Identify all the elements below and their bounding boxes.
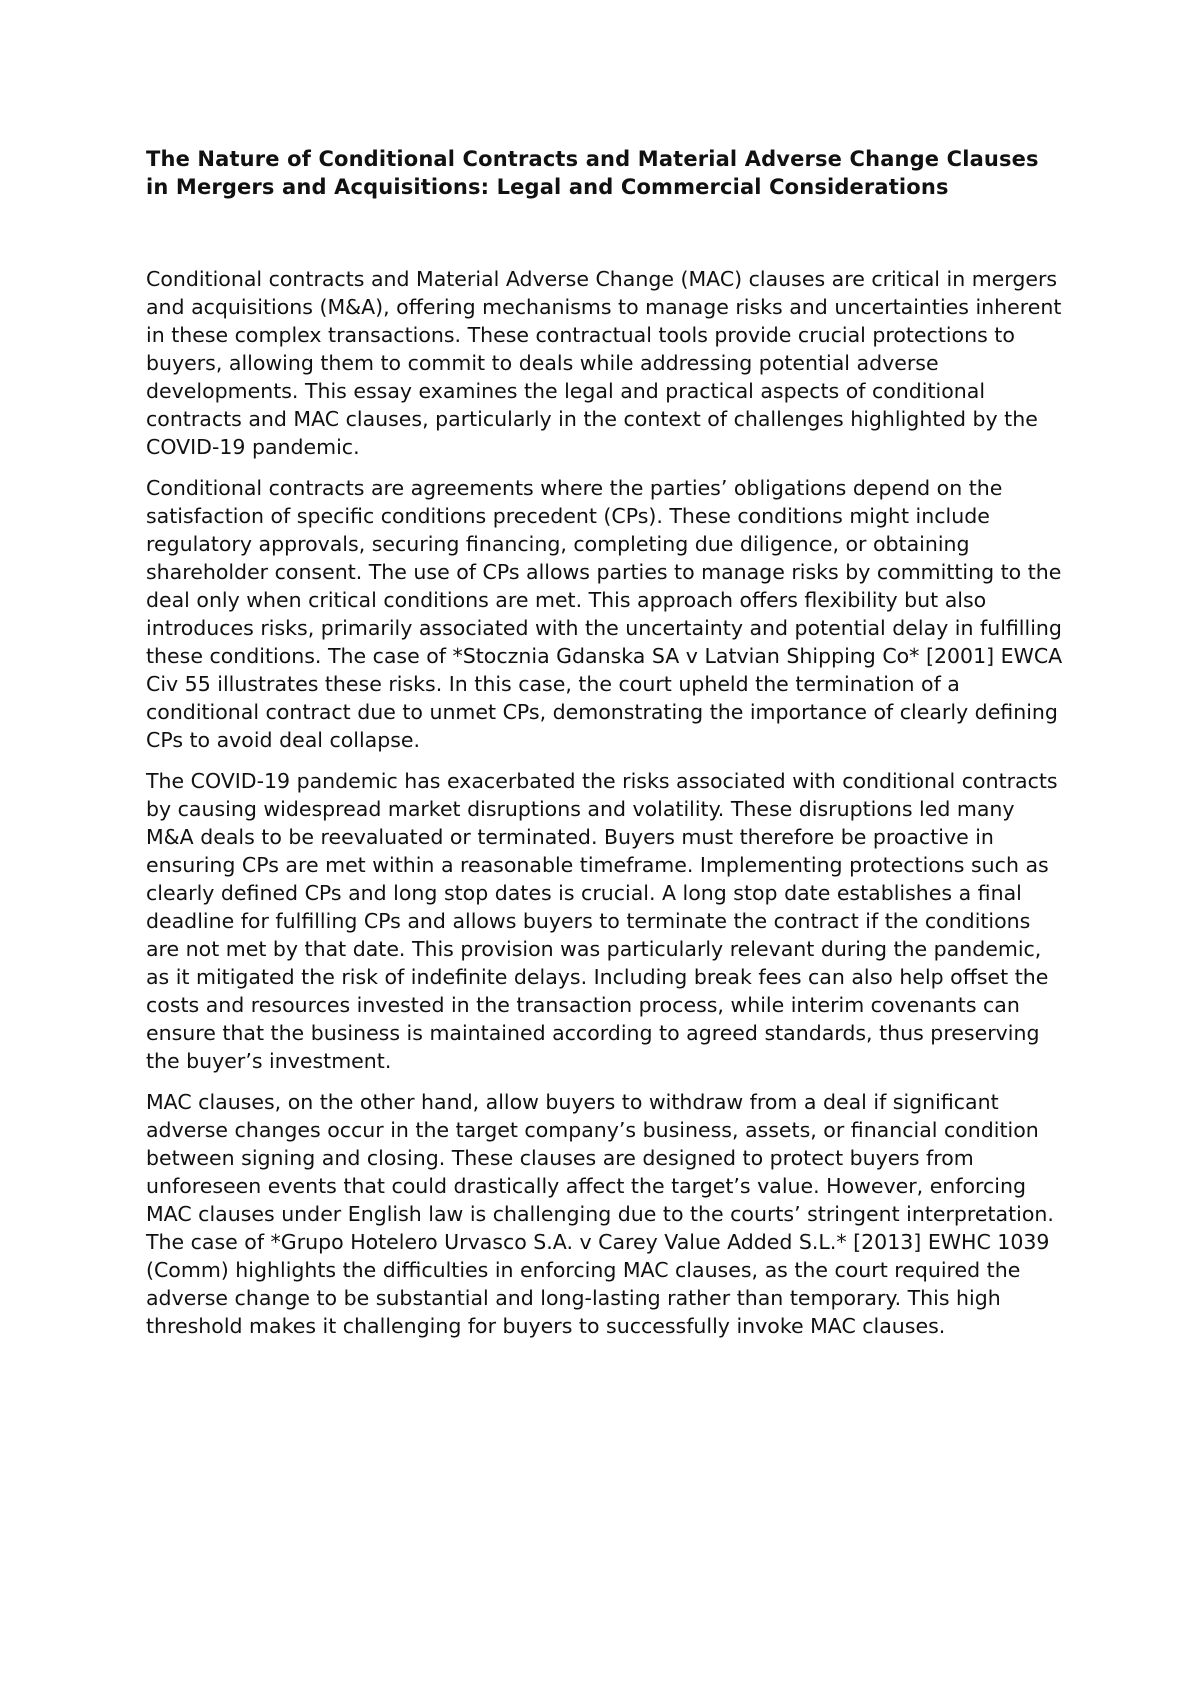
document-title: The Nature of Conditional Contracts and Material Adverse Change Clauses in Mergers and Acquisitions: Legal and Commercial Considerations xyxy=(146,147,1039,199)
paragraph-mac-clauses: MAC clauses, on the other hand, allow buyers to withdraw from a deal if significant adverse changes occur in the target company’s business, assets, or financial condition between signing and closing. These clauses are designed to protect buyers from unforeseen events that could drastically affect the target’s value. However, enforcing MAC clauses under English law is challenging due to the courts’ stringent interpretation. The case of *Grupo Hotelero Urvasco S.A. v Carey Value Added S.L.* [2013] EWHC 1039 (Comm) highlights the difficulties in enforcing MAC clauses, as the court required the adverse change to be substantial and long-lasting rather than temporary. This high threshold makes it challenging for buyers to successfully invoke MAC clauses. xyxy=(146,1090,1054,1338)
paragraph-intro: Conditional contracts and Material Adverse Change (MAC) clauses are critical in mergers and acquisitions (M&A), offering mechanisms to manage risks and uncertainties inherent in these complex transactions. These contractual tools provide crucial protections to buyers, allowing them to commit to deals while addressing potential adverse developments. This essay examines the legal and practical aspects of conditional contracts and MAC clauses, particularly in the context of challenges highlighted by the COVID-19 pandemic. xyxy=(146,267,1062,459)
paragraph-conditional-contracts: Conditional contracts are agreements where the parties’ obligations depend on the satisfaction of specific conditions precedent (CPs). These conditions might include regulatory approvals, securing financing, completing due diligence, or obtaining shareholder consent. The use of CPs allows parties to manage risks by committing to the deal only when critical conditions are met. This approach offers flexibility but also introduces risks, primarily associated with the uncertainty and potential delay in fulfilling these conditions. The case of *Stocznia Gdanska SA v Latvian Shipping Co* [2001] EWCA Civ 55 illustrates these risks. In this case, the court upheld the termination of a conditional contract due to unmet CPs, demonstrating the importance of clearly defining CPs to avoid deal collapse. xyxy=(146,476,1063,752)
document-content xyxy=(146,146,1068,1353)
paragraph-covid-impact: The COVID-19 pandemic has exacerbated the risks associated with conditional contracts by causing widespread market disruptions and volatility. These disruptions led many M&A deals to be reevaluated or terminated. Buyers must therefore be proactive in ensuring CPs are met within a reasonable timeframe. Implementing protections such as clearly defined CPs and long stop dates is crucial. A long stop date establishes a final deadline for fulfilling CPs and allows buyers to terminate the contract if the conditions are not met by that date. This provision was particularly relevant during the pandemic, as it mitigated the risk of indefinite delays. Including break fees can also help offset the costs and resources invested in the transaction process, while interim covenants can ensure that the business is maintained according to agreed standards, thus preserving the buyer’s investment. xyxy=(146,769,1058,1073)
document-body xyxy=(146,265,1068,1340)
